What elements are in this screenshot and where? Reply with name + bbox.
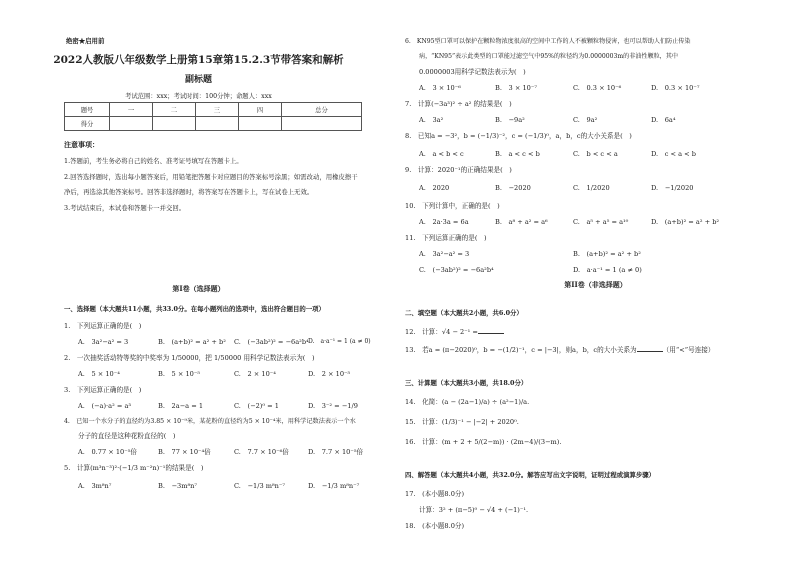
question-2-option-c[interactable]: C. 2 × 10⁻⁴ [234, 370, 276, 378]
question-6-stem-cont: 0.0000003用科学记数法表示为( ) [419, 68, 526, 76]
question-7-option-c[interactable]: C. 9a² [573, 116, 598, 124]
score-row-label: 得分 [65, 117, 110, 131]
question-8-option-a[interactable]: A. a < b < c [419, 150, 464, 158]
question-7-option-a[interactable]: A. 3a² [419, 116, 444, 124]
question-6-option-d[interactable]: D. 0.3 × 10⁻⁷ [651, 84, 700, 92]
question-5-option-b[interactable]: B. −3m⁸n⁷ [158, 482, 198, 490]
question-1-option-c[interactable]: C. (−3ab²)² = −6a²b⁴ [234, 338, 309, 346]
question-9-option-d[interactable]: D. −1/2020 [651, 184, 694, 192]
score-table-header-row [65, 103, 362, 117]
score-table-row [65, 117, 362, 131]
question-4-option-d[interactable]: D. 7.7 × 10⁻⁵倍 [308, 448, 364, 456]
question-7-option-d[interactable]: D. 6a⁴ [651, 116, 676, 124]
score-cell[interactable] [281, 117, 361, 131]
question-4-option-c[interactable]: C. 7.7 × 10⁻⁶倍 [234, 448, 289, 456]
question-13-row [405, 344, 714, 354]
section4-heading: 四、解答题（本大题共4小题，共32.0分。解答应写出文字说明，证明过程或演算步骤） [405, 471, 656, 479]
question-3-option-c[interactable]: C. (−2)⁰ = 1 [234, 402, 279, 410]
part1-title: 第I卷（选择题） [172, 284, 225, 293]
score-cell[interactable] [110, 117, 153, 131]
question-8-option-c[interactable]: C. b < c < a [573, 150, 618, 158]
score-cell[interactable] [195, 117, 238, 131]
question-12-stem: 12. 计算：√4 − 2⁻¹ = [405, 328, 478, 336]
question-11-option-d[interactable]: D. a·a⁻¹ = 1 (a ≠ 0) [573, 266, 642, 274]
part2-title: 第II卷（非选择题） [564, 280, 627, 289]
score-cell[interactable] [238, 117, 281, 131]
question-13-stem: 13. 若a = (π−2020)⁰，b = −(1/2)⁻¹，c = |−3|，则a，b，c的大小关系为 [405, 346, 637, 354]
question-9-option-c[interactable]: C. 1/2020 [573, 184, 610, 192]
question-5-option-d[interactable]: D. −1/3 m⁸n⁻⁷ [308, 482, 360, 490]
question-2-option-d[interactable]: D. 2 × 10⁻⁵ [308, 370, 351, 378]
question-18-label: 18. (本小题8.0分) [405, 522, 465, 530]
notice-heading: 注意事项： [64, 140, 99, 149]
section2-heading: 二、填空题（本大题共2小题，共6.0分） [405, 309, 523, 317]
question-13-blank[interactable] [637, 345, 663, 352]
question-17-stem: 计算：3² + (π−5)⁰ − √4 + (−1)⁻¹. [419, 506, 529, 514]
exam-info: 考试范围：xxx；考试时间：100分钟；命题人：xxx [125, 93, 272, 100]
question-10-stem: 10. 下列计算中，正确的是( ) [405, 202, 500, 210]
question-4-option-a[interactable]: A. 0.77 × 10⁻⁵倍 [78, 448, 137, 456]
score-table [64, 102, 362, 131]
question-11-option-b[interactable]: B. (a+b)² = a² + b² [573, 250, 641, 258]
section1-heading: 一、选择题（本大题共11小题，共33.0分。在每小题列出的选项中，选出符合题目的一项） [64, 305, 325, 313]
question-2-option-b[interactable]: B. 5 × 10⁻⁵ [158, 370, 200, 378]
notice-item: 净后，再选涂其他答案标号。回答非选择题时，将答案写在答题卡上，写在试卷上无效。 [64, 188, 314, 196]
question-5-option-a[interactable]: A. 3m⁸n⁷ [78, 482, 112, 490]
question-8-option-b[interactable]: B. a < c < b [495, 150, 540, 158]
question-2-option-a[interactable]: A. 5 × 10⁻⁴ [78, 370, 120, 378]
question-11-stem: 11. 下列运算正确的是( ) [405, 234, 487, 242]
question-12-blank[interactable] [478, 327, 504, 334]
page-subtitle: 副标题 [184, 75, 212, 85]
score-header-cell: 四 [238, 103, 281, 117]
question-3-option-a[interactable]: A. (−a)·a² = a³ [78, 402, 132, 410]
question-4-option-b[interactable]: B. 77 × 10⁻⁴倍 [158, 448, 211, 456]
question-11-option-a[interactable]: A. 3a²−a² = 3 [419, 250, 470, 258]
question-7-stem: 7. 计算(−3a³)² ÷ a² 的结果是( ) [405, 100, 512, 108]
notice-item: 1.答题前，考生务必将自己的姓名、准考证号填写在答题卡上。 [64, 157, 243, 165]
question-1-option-b[interactable]: B. (a+b)² = a² + b² [158, 338, 226, 346]
right-page [397, 0, 794, 562]
question-4-stem-cont: 分子的直径是这种花粉直径的( ) [78, 432, 176, 440]
question-2-stem: 2. 一次抽奖活动特等奖的中奖率为 1/50000，把 1/50000 用科学记数法表示为( ) [64, 354, 315, 362]
notice-item: 3.考试结束后，本试卷和答题卡一并交回。 [64, 204, 186, 212]
score-header-cell: 一 [110, 103, 153, 117]
question-5-option-c[interactable]: C. −1/3 m⁸n⁻⁷ [234, 482, 285, 490]
question-17-label: 17. (本小题8.0分) [405, 490, 465, 498]
question-10-option-d[interactable]: D. (a+b)² = a² + b² [651, 218, 720, 226]
question-10-option-a[interactable]: A. 2a·3a = 6a [419, 218, 469, 226]
question-3-option-b[interactable]: B. 2a−a = 1 [158, 402, 204, 410]
question-14-stem: 14. 化简：(a − (2a−1)/a) ÷ (a²−1)/a. [405, 398, 530, 406]
question-6-stem-cont: 病，“KN95”表示此类型的口罩能过滤空气中95%的粒径约为0.0000003m的非油性颗粒，其中 [419, 53, 678, 60]
question-6-option-c[interactable]: C. 0.3 × 10⁻⁶ [573, 84, 622, 92]
score-header-cell: 总分 [281, 103, 361, 117]
question-7-option-b[interactable]: B. −9a² [495, 116, 525, 124]
score-header-cell: 二 [152, 103, 195, 117]
score-cell[interactable] [152, 117, 195, 131]
score-header-cell: 三 [195, 103, 238, 117]
question-11-option-c[interactable]: C. (−3ab²)² = −6a²b⁴ [419, 266, 494, 274]
question-9-stem: 9. 计算：2020⁻¹的正确结果是( ) [405, 166, 512, 174]
question-3-option-d[interactable]: D. 3⁻² = −1/9 [308, 402, 358, 410]
question-1-option-a[interactable]: A. 3a²−a² = 3 [78, 338, 129, 346]
question-15-stem: 15. 计算：(1/3)⁻¹ − |−2| + 2020⁰. [405, 418, 519, 426]
question-8-option-d[interactable]: D. c < a < b [651, 150, 697, 158]
notice-item: 2.回答选择题时，选出每小题答案后，用铅笔把答题卡对应题目的答案标号涂黑；如需改动，用橡皮擦干 [64, 173, 358, 181]
question-10-option-b[interactable]: B. a⁸ + a² = a⁶ [495, 218, 548, 226]
section3-heading: 三、计算题（本大题共3小题，共18.0分） [405, 379, 528, 387]
question-8-stem: 8. 已知a = −3²，b = (−1/3)⁻²，c = (−1/3)⁰，a，b，c的大小关系是( ) [405, 132, 632, 140]
question-6-option-a[interactable]: A. 3 × 10⁻⁶ [419, 84, 461, 92]
question-9-option-b[interactable]: B. −2020 [495, 184, 531, 192]
question-10-option-c[interactable]: C. a⁵ + a⁵ = a¹⁰ [573, 218, 629, 226]
score-header-cell: 题号 [65, 103, 110, 117]
question-16-stem: 16. 计算：(m + 2 + 5/(2−m)) · (2m−4)/(3−m). [405, 438, 562, 446]
question-12-row [405, 326, 504, 336]
secret-label: 绝密★启用前 [66, 37, 105, 45]
question-1-option-d[interactable]: D. a·a⁻¹ = 1 (a ≠ 0) [308, 338, 371, 345]
question-3-stem: 3. 下列运算正确的是( ) [64, 386, 142, 394]
question-4-stem: 4. 已知一个水分子的直径约为3.85 × 10⁻⁹米，某花粉的直径约为5 × 10⁻⁴米，用科学记数法表示一个水 [64, 418, 356, 425]
question-1-stem: 1. 下列运算正确的是( ) [64, 322, 142, 330]
page-title: 2022人教版八年级数学上册第15章第15.2.3节带答案和解析 [53, 54, 344, 66]
question-6-option-b[interactable]: B. 3 × 10⁻⁷ [495, 84, 537, 92]
question-5-stem: 5. 计算(m³n⁻³)²·(−1/3 m⁻²n)⁻¹的结果是( ) [64, 464, 204, 472]
question-13-tail: （用“<”号连接） [662, 346, 715, 354]
question-9-option-a[interactable]: A. 2020 [419, 184, 450, 192]
question-6-stem: 6. KN95型口罩可以保护在颗粒物浓度很高的空间中工作的人不被颗粒物侵害，也可以帮助人们防止传染 [405, 38, 691, 45]
